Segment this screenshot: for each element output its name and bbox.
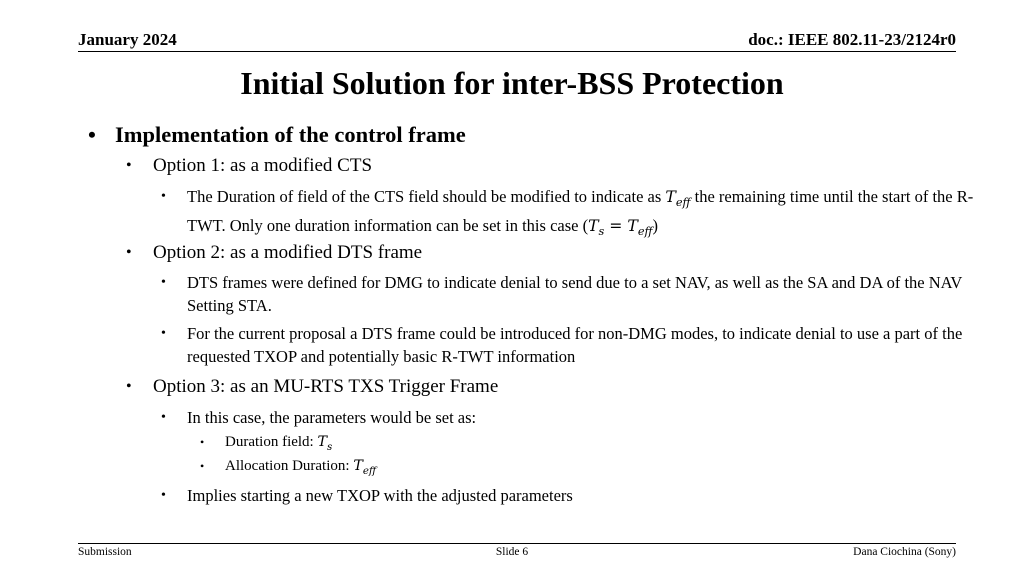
bullet-dot: • [126, 244, 132, 261]
math-t-eff: $T_{eff}$ [353, 458, 377, 477]
bullet-dot: • [161, 488, 166, 503]
option-3 [126, 374, 973, 400]
footer-submission: Submission [78, 546, 132, 558]
option-2 [126, 240, 973, 266]
option-2-label: Option 2: as a modified DTS frame [153, 242, 423, 263]
footer-author: Dana Ciochina (Sony) [853, 546, 956, 558]
bullet-dot: • [161, 189, 166, 204]
bullet-dot: • [161, 410, 166, 425]
option-2-detail-1 [161, 271, 977, 317]
bullet-dot: • [161, 326, 166, 341]
bullet-dot: • [161, 275, 166, 290]
option-2-detail-1-text: DTS frames were defined for DMG to indicate denial to send due to a set NAV, as well as the SA and DA of the NAV Setting STA. [187, 273, 963, 315]
option-3-detail-1 [161, 406, 977, 429]
math-t-eff: $T_{eff}$ [665, 187, 691, 210]
math-t-s: $T_s$ [317, 434, 333, 453]
math-ts-equals-teff: $T_s = T_{eff}$ [588, 216, 653, 239]
option-3-sub-1 [200, 431, 965, 458]
bullet-dot: • [88, 122, 96, 147]
option-3-sub-1-text: Duration field: [225, 434, 318, 450]
option-1-detail-end: ) [652, 216, 659, 236]
option-1-detail-post: the remaining time until the start of the R-TWT. Only one duration information can be set in this case ( [187, 187, 974, 236]
header-rule [78, 51, 956, 52]
bullet-dot: • [126, 378, 132, 395]
header-doc-id: doc.: IEEE 802.11-23/2124r0 [748, 30, 956, 49]
option-1-label: Option 1: as a modified CTS [153, 155, 373, 176]
slide-title: Initial Solution for inter-BSS Protection [240, 65, 784, 101]
bullet-dot: • [200, 435, 205, 449]
footer-rule [78, 543, 956, 544]
bullet-dot: • [126, 157, 132, 174]
option-1 [126, 153, 973, 179]
bullet-main-text: Implementation of the control frame [115, 122, 466, 147]
option-1-detail [161, 185, 977, 243]
option-2-detail-2 [161, 322, 977, 368]
option-3-label: Option 3: as an MU-RTS TXS Trigger Frame [153, 376, 499, 397]
option-3-sub-2 [200, 455, 965, 482]
bullet-dot: • [200, 459, 205, 473]
option-3-detail-2 [161, 484, 977, 507]
option-1-detail-pre: The Duration of field of the CTS field should be modified to indicate as [187, 187, 666, 206]
bullet-main [88, 120, 975, 150]
option-3-sub-2-text: Allocation Duration: [225, 458, 354, 474]
header-date: January 2024 [78, 30, 177, 49]
option-3-detail-1-text: In this case, the parameters would be set as: [187, 408, 477, 427]
option-2-detail-2-text: For the current proposal a DTS frame could be introduced for non-DMG modes, to indicate denial to use a part of the requested TXOP and potentially basic R-TWT information [187, 324, 963, 366]
option-3-detail-2-text: Implies starting a new TXOP with the adjusted parameters [187, 486, 573, 505]
footer-slide-number: Slide 6 [495, 546, 529, 558]
